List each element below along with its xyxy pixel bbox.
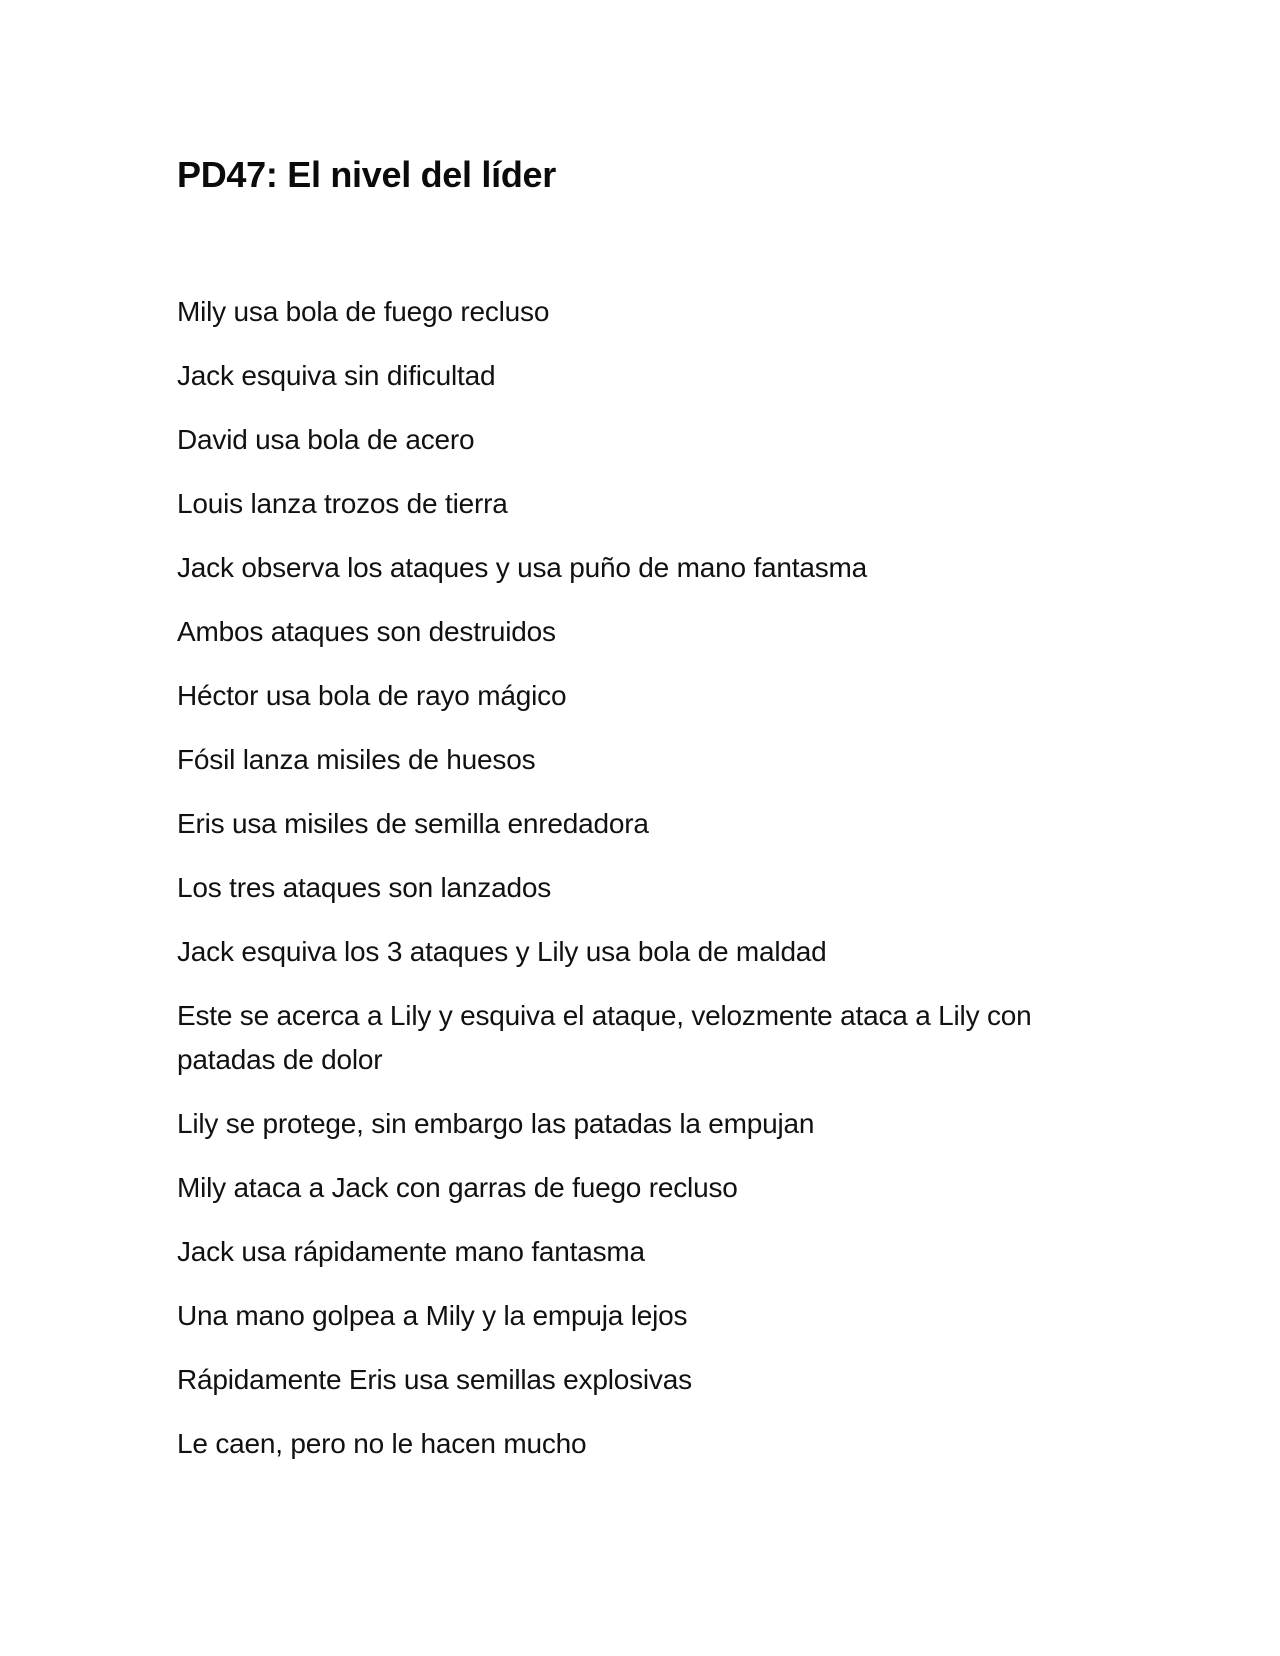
paragraph-list (177, 290, 1087, 1486)
paragraph: David usa bola de acero (177, 424, 475, 455)
paragraph: Jack observa los ataques y usa puño de mano fantasma (177, 552, 868, 583)
paragraph: Ambos ataques son destruidos (177, 616, 556, 647)
paragraph: Héctor usa bola de rayo mágico (177, 680, 567, 711)
paragraph: Jack esquiva los 3 ataques y Lily usa bola de maldad (177, 936, 827, 967)
paragraph: Louis lanza trozos de tierra (177, 488, 508, 519)
paragraph: Los tres ataques son lanzados (177, 872, 552, 903)
document-title: PD47: El nivel del líder (177, 154, 556, 195)
paragraph: Jack esquiva sin dificultad (177, 360, 496, 391)
document-content (177, 150, 1087, 1459)
paragraph: Le caen, pero no le hacen mucho (177, 1428, 587, 1459)
paragraph: Eris usa misiles de semilla enredadora (177, 808, 649, 839)
paragraph: Fósil lanza misiles de huesos (177, 744, 536, 775)
paragraph: Este se acerca a Lily y esquiva el ataque, velozmente ataca a Lily con patadas de dolor (177, 1000, 1032, 1075)
paragraph: Lily se protege, sin embargo las patadas la empujan (177, 1108, 815, 1139)
paragraph: Mily usa bola de fuego recluso (177, 296, 550, 327)
paragraph: Jack usa rápidamente mano fantasma (177, 1236, 645, 1267)
paragraph: Una mano golpea a Mily y la empuja lejos (177, 1300, 688, 1331)
paragraph: Rápidamente Eris usa semillas explosivas (177, 1364, 692, 1395)
paragraph: Mily ataca a Jack con garras de fuego recluso (177, 1172, 738, 1203)
